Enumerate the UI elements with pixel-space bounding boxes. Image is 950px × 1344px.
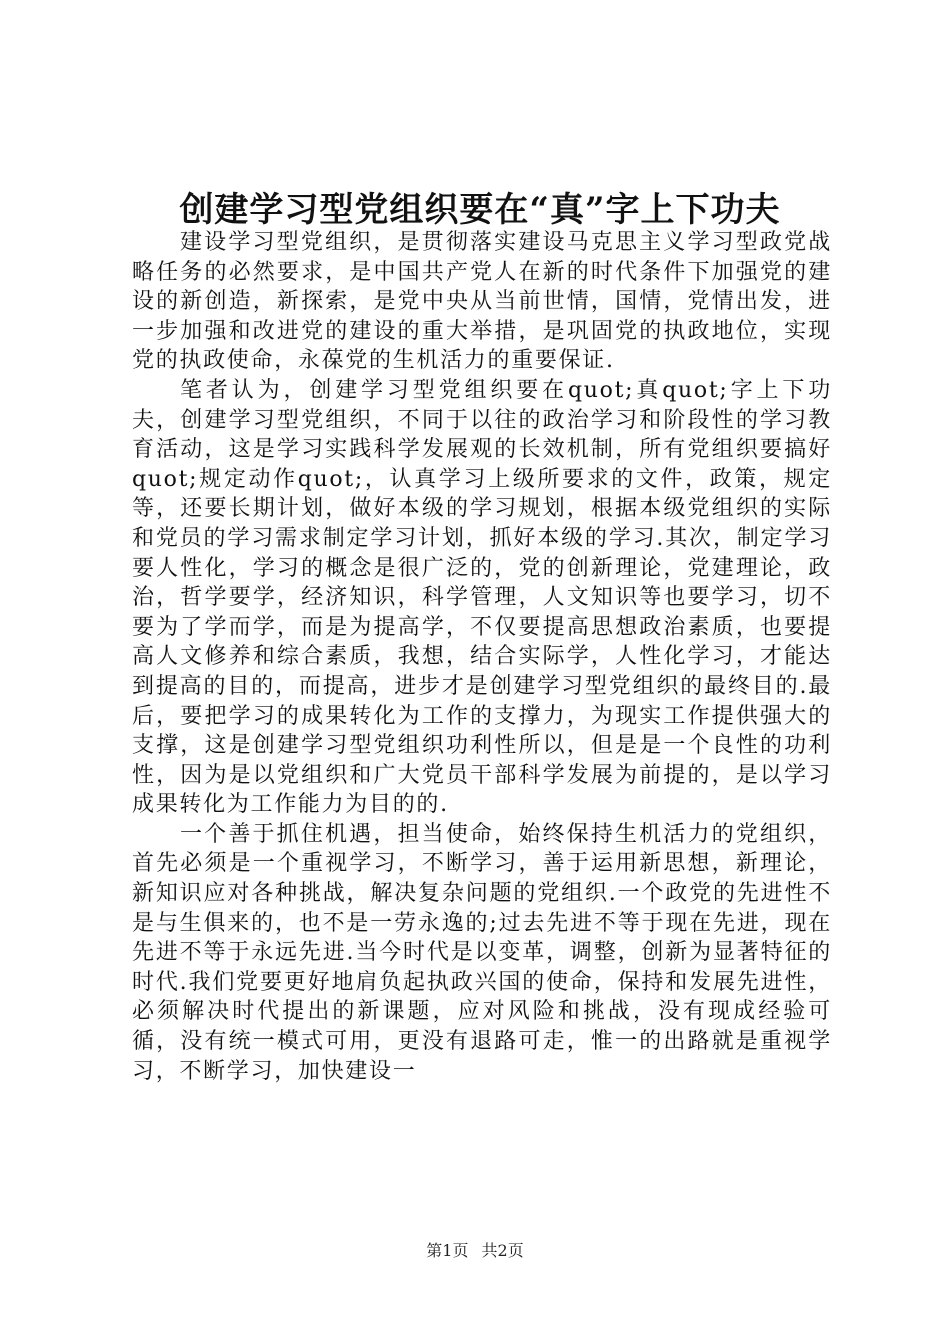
document-title: 创建学习型党组织要在“真”字上下功夫 bbox=[179, 190, 781, 230]
page-footer bbox=[0, 1240, 950, 1262]
page-number: 第1页 bbox=[426, 1241, 469, 1260]
page-total: 共2页 bbox=[481, 1241, 524, 1260]
paragraph-3: 一个善于抓住机遇，担当使命，始终保持生机活力的党组织，首先必须是一个重视学习，不断学习，善于运用新思想，新理论，新知识应对各种挑战，解决复杂问题的党组织.一个政党的先进性不是与生俱来的，也不是一劳永逸的;过去先进不等于现在先进，现在先进不等于永远先进.当今时代是以变革，调整，创新为显著特征的时代.我们党要更好地肩负起执政兴国的使命，保持和发展先进性，必须解决时代提出的新课题，应对风险和挑战，没有现成经验可循，没有统一模式可用，更没有退路可走，惟一的出路就是重视学习，不断学习，加快建设一 bbox=[132, 821, 832, 1084]
document-body bbox=[132, 228, 832, 1086]
paragraph-1: 建设学习型党组织，是贯彻落实建设马克思主义学习型政党战略任务的必然要求，是中国共产党人在新的时代条件下加强党的建设的新创造，新探索，是党中央从当前世情，国情，党情出发，进一步加强和改进党的建设的重大举措，是巩固党的执政地位，实现党的执政使命，永葆党的生机活力的重要保证. bbox=[132, 230, 832, 374]
paragraph-2: 笔者认为，创建学习型党组织要在quot;真quot;字上下功夫，创建学习型党组织，不同于以往的政治学习和阶段性的学习教育活动，这是学习实践科学发展观的长效机制，所有党组织要搞好quot;规定动作quot;，认真学习上级所要求的文件，政策，规定等，还要长期计划，做好本级的学习规划，根据本级党组织的实际和党员的学习需求制定学习计划，抓好本级的学习.其次，制定学习要人性化，学习的概念是很广泛的，党的创新理论，党建理论，政治，哲学要学，经济知识，科学管理，人文知识等也要学习，切不要为了学而学，而是为提高学，不仅要提高思想政治素质，也要提高人文修养和综合素质，我想，结合实际学，人性化学习，才能达到提高的目的，而提高，进步才是创建学习型党组织的最终目的.最后，要把学习的成果转化为工作的支撑力，为现实工作提供强大的支撑，这是创建学习型党组织功利性所以，但是是一个良性的功利性，因为是以党组织和广大党员干部科学发展为前提的，是以学习成果转化为工作能力为目的的. bbox=[132, 377, 832, 818]
